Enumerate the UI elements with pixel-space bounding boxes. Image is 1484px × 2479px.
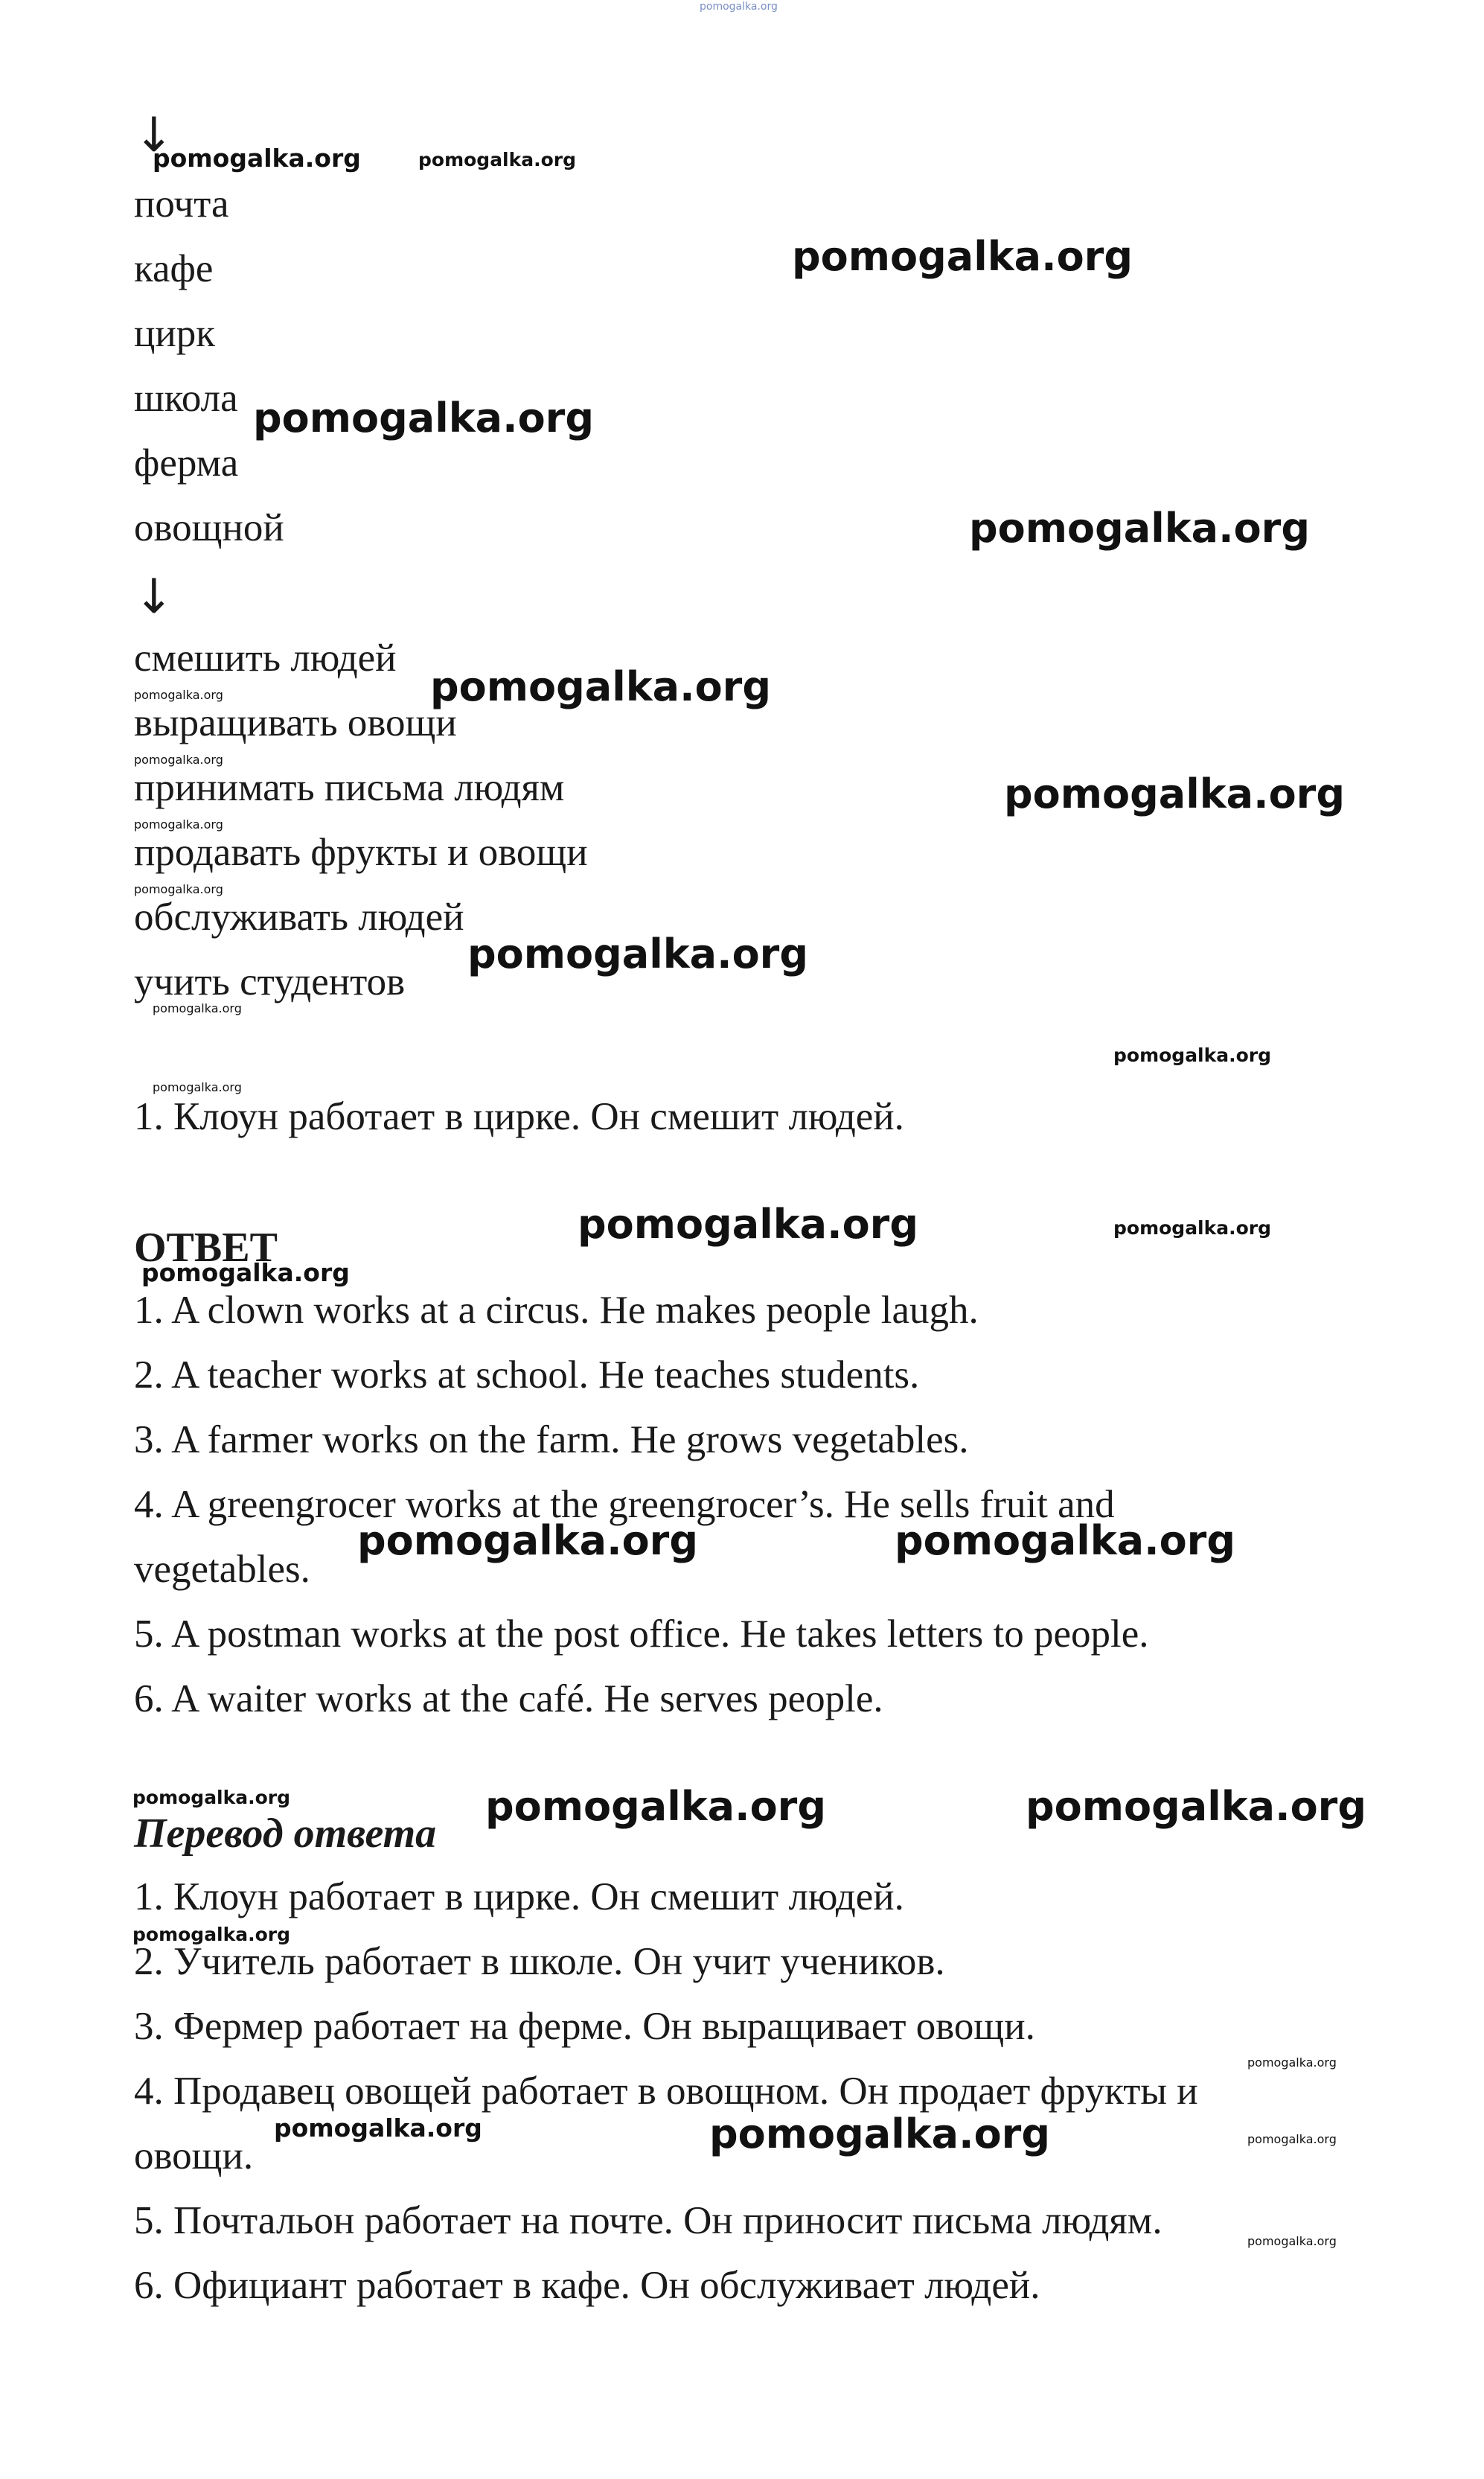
- watermark: pomogalka.org: [253, 395, 594, 441]
- watermark: pomogalka.org: [141, 1258, 350, 1287]
- answer-line: 2. A teacher works at school. He teaches students.: [134, 1353, 920, 1397]
- action-item: учить студентов: [134, 960, 406, 1004]
- watermark: pomogalka.org: [792, 233, 1133, 280]
- arrow-icon: ↓: [134, 108, 174, 163]
- place-item: цирк: [134, 312, 215, 355]
- watermark: pomogalka.org: [153, 144, 361, 173]
- watermark: pomogalka.org: [467, 931, 808, 977]
- watermark: pomogalka.org: [132, 1787, 291, 1808]
- watermark: pomogalka.org: [430, 663, 771, 710]
- translation-line: 4. Продавец овощей работает в овощном. Он продает фрукты и: [134, 2070, 1198, 2113]
- action-item: продавать фрукты и овощи: [134, 831, 588, 874]
- watermark: pomogalka.org: [153, 1001, 242, 1015]
- arrow-icon: ↓: [134, 570, 174, 625]
- translation-line: 2. Учитель работает в школе. Он учит учеников.: [134, 1940, 945, 1983]
- action-item: обслуживать людей: [134, 896, 464, 939]
- watermark: pomogalka.org: [134, 817, 223, 832]
- place-item: почта: [134, 182, 229, 226]
- watermark: pomogalka.org: [357, 1517, 698, 1564]
- translation-heading: Перевод ответа: [134, 1810, 437, 1857]
- watermark: pomogalka.org: [895, 1517, 1235, 1564]
- translation-line: 5. Почтальон работает на почте. Он приносит письма людям.: [134, 2199, 1162, 2242]
- watermark: pomogalka.org: [1247, 2132, 1337, 2146]
- translation-line: 1. Клоун работает в цирке. Он смешит людей.: [134, 1875, 904, 1918]
- watermark: pomogalka.org: [1113, 1044, 1272, 1066]
- watermark: pomogalka.org: [153, 1080, 242, 1094]
- answer-line: 1. A clown works at a circus. He makes people laugh.: [134, 1289, 979, 1332]
- place-item: овощной: [134, 506, 284, 549]
- watermark: pomogalka.org: [134, 753, 223, 767]
- place-item: кафе: [134, 247, 214, 290]
- action-item: смешить людей: [134, 636, 397, 680]
- watermark: pomogalka.org: [1004, 770, 1345, 817]
- watermark: pomogalka.org: [578, 1201, 918, 1248]
- watermark: pomogalka.org: [132, 1924, 291, 1945]
- watermark: pomogalka.org: [1247, 2234, 1337, 2248]
- answer-line: 6. A waiter works at the café. He serves people.: [134, 1677, 883, 1720]
- example-sentence: 1. Клоун работает в цирке. Он смешит людей.: [134, 1095, 904, 1138]
- answer-line: 4. A greengrocer works at the greengrocer’s. He sells fruit and: [134, 1483, 1115, 1526]
- answer-line: vegetables.: [134, 1548, 310, 1591]
- watermark: pomogalka.org: [274, 2113, 482, 2143]
- translation-line: 6. Официант работает в кафе. Он обслуживает людей.: [134, 2264, 1040, 2307]
- answer-line: 3. A farmer works on the farm. He grows vegetables.: [134, 1418, 969, 1461]
- watermark: pomogalka.org: [134, 688, 223, 702]
- watermark: pomogalka.org: [485, 1783, 826, 1830]
- watermark: pomogalka.org: [969, 505, 1310, 552]
- answer-heading: ОТВЕТ: [134, 1225, 278, 1271]
- translation-line: 3. Фермер работает на ферме. Он выращивает овощи.: [134, 2005, 1035, 2048]
- watermark: pomogalka.org: [1026, 1783, 1366, 1830]
- watermark: pomogalka.org: [709, 2110, 1050, 2157]
- watermark: pomogalka.org: [1113, 1217, 1272, 1239]
- translation-line: овощи.: [134, 2134, 254, 2178]
- place-item: ферма: [134, 441, 239, 485]
- action-item: выращивать овощи: [134, 701, 457, 744]
- answer-line: 5. A postman works at the post office. He takes letters to people.: [134, 1612, 1149, 1656]
- watermark: pomogalka.org: [700, 1, 778, 13]
- watermark: pomogalka.org: [134, 882, 223, 896]
- action-item: принимать письма людям: [134, 766, 565, 809]
- watermark: pomogalka.org: [418, 149, 577, 170]
- place-item: школа: [134, 377, 238, 420]
- watermark: pomogalka.org: [1247, 2055, 1337, 2070]
